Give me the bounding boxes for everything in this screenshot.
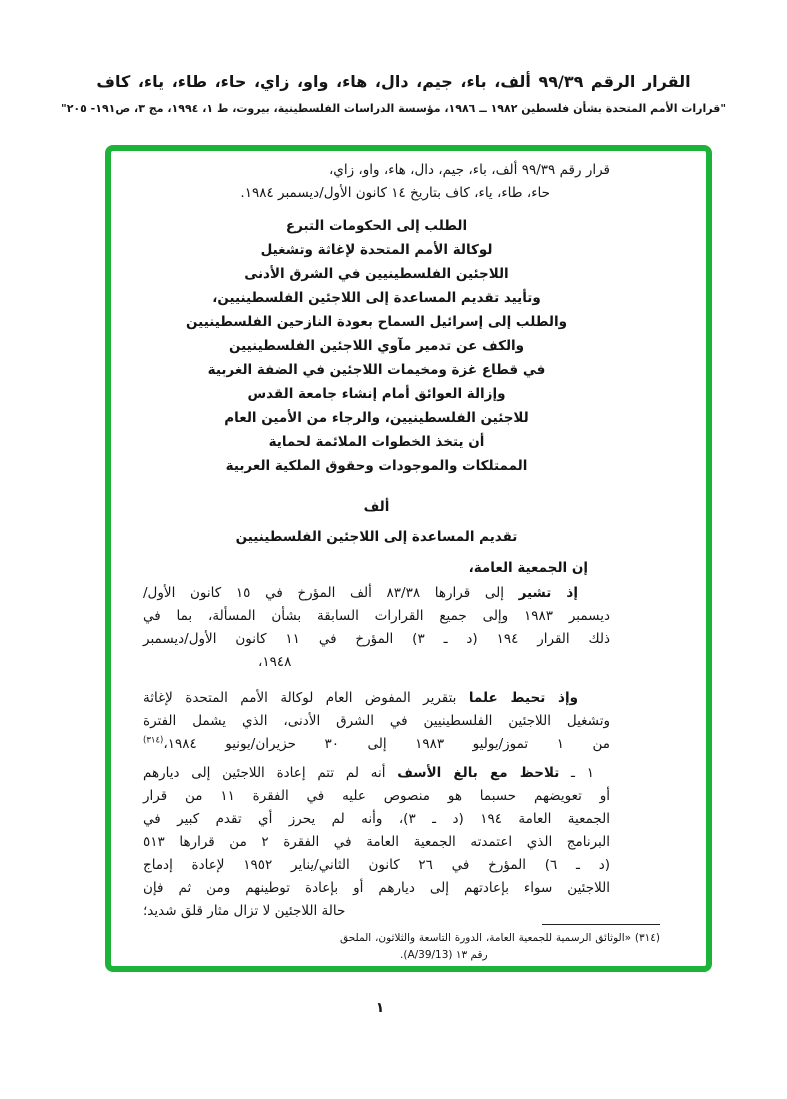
resolution-title-block <box>143 214 610 478</box>
text-line: (د ـ ٦) المؤرخ في ٢٦ كانون الثاني/يناير ١٩٥٢ لإعادة إدماج <box>143 857 610 873</box>
page-number: ١ <box>375 1000 385 1016</box>
paragraph-operative-1 <box>143 762 610 923</box>
text-line: إذ تشير إلى قرارها ٨٣/٣٨ ألف المؤرخ في ١٥ كانون الأول/ <box>143 585 578 601</box>
text-line: قرار رقم ٩٩/٣٩ ألف، باء، جيم، دال، هاء، واو، زاي، <box>328 162 610 178</box>
text-line: البرنامج الذي اعتمدته الجمعية العامة في الفقرة ٢ من قرارها ٥١٣ <box>143 834 610 850</box>
text-line: وتشغيل اللاجئين الفلسطينيين في الشرق الأدنى، الذي يشمل الفترة <box>143 713 610 729</box>
text-line: ١ ـ تلاحظ مع بالغ الأسف أنه لم تتم إعادة اللاجئين إلى ديارهم <box>143 765 594 781</box>
text-line: ذلك القرار ١٩٤ (د ـ ٣) المؤرخ في ١١ كانون الأول/ديسمبر <box>143 631 611 647</box>
text-line: لوكالة الأمم المتحدة لإغاثة وتشغيل <box>260 242 493 258</box>
document-source-citation: "قرارات الأمم المتحدة بشأن فلسطين ١٩٨٢ ــ ١٩٨٦، مؤسسة الدراسات الفلسطينية، بيروت، ط ١، ١٩٩٤، مج ٣، ص١٩١- ٢٠٥" <box>60 102 727 115</box>
paragraph-recalling <box>143 582 610 674</box>
text-line: الطلب إلى الحكومات التبرع <box>285 218 468 234</box>
text-line: وإذ تحيط علما بتقرير المفوض العام لوكالة الأمم المتحدة لإغاثة <box>143 690 579 706</box>
text-line: اللاجئين سواء بإعادتهم إلى ديارهم أو بإعادة توطينهم ومن ثم فإن <box>143 880 610 896</box>
text-line: أن يتخذ الخطوات الملائمة لحماية <box>268 434 485 450</box>
text-line: في قطاع غزة ومخيمات اللاجئين في الضفة الغربية <box>207 362 546 378</box>
text-line: الجمعية العامة ١٩٤ (د ـ ٣)، وأنه لم يحرز أي تقدم كبير في <box>143 811 611 827</box>
footnote-block <box>340 924 660 964</box>
paragraph-taking-note <box>143 687 610 756</box>
text-line: اللاجئين الفلسطينيين في الشرق الأدنى <box>244 266 509 282</box>
footnote-separator-rule <box>542 924 660 925</box>
text-line: والطلب إلى إسرائيل السماح بعودة النازحين الفلسطينيين <box>186 314 567 330</box>
section-letter: ألف <box>363 499 390 515</box>
text-line: والكف عن تدمير مآوي اللاجئين الفلسطينيين <box>228 338 525 354</box>
green-highlight-box <box>105 145 712 972</box>
text-line: رقم ١٣ (A/39/13). <box>400 949 488 961</box>
resolution-body <box>111 151 706 966</box>
text-line: وإزالة العوائق أمام إنشاء جامعة القدس <box>247 386 506 402</box>
resolution-opening <box>143 159 610 205</box>
text-line: وتأييد تقديم المساعدة إلى اللاجئين الفلسطينيين، <box>212 290 541 306</box>
text-line: حاء، طاء، ياء، كاف بتاريخ ١٤ كانون الأول/ديسمبر ١٩٨٤. <box>240 185 550 201</box>
preamble-intro: إن الجمعية العامة، <box>468 560 588 576</box>
text-line: ١٩٤٨، <box>258 654 292 670</box>
text-line: الممتلكات والموجودات وحقوق الملكية العربية <box>225 458 528 474</box>
document-header-title: القرار الرقم ٩٩/٣٩ ألف، باء، جيم، دال، هاء، واو، زاي، حاء، طاء، ياء، كاف <box>96 72 691 91</box>
text-line: ديسمبر ١٩٨٣ وإلى جميع القرارات السابقة بشأن المسألة، بما في <box>143 608 610 624</box>
text-line: أو تعويضهم حسبما هو منصوص عليه في الفقرة ١١ من قرار <box>143 788 610 804</box>
text-line: من ١ تموز/يوليو ١٩٨٣ إلى ٣٠ حزيران/يونيو ١٩٨٤،$^{(٣١٤)}$ <box>143 735 610 752</box>
text-line: حالة اللاجئين لا تزال مثار قلق شديد؛ <box>143 903 346 919</box>
text-line: للاجئين الفلسطينيين، والرجاء من الأمين العام <box>224 410 529 426</box>
section-heading: تقديم المساعدة إلى اللاجئين الفلسطينيين <box>235 529 518 545</box>
footnote-text <box>340 930 660 964</box>
text-line: (٣١٤) «الوثائق الرسمية للجمعية العامة، الدورة التاسعة والثلاثون، الملحق <box>340 932 660 944</box>
